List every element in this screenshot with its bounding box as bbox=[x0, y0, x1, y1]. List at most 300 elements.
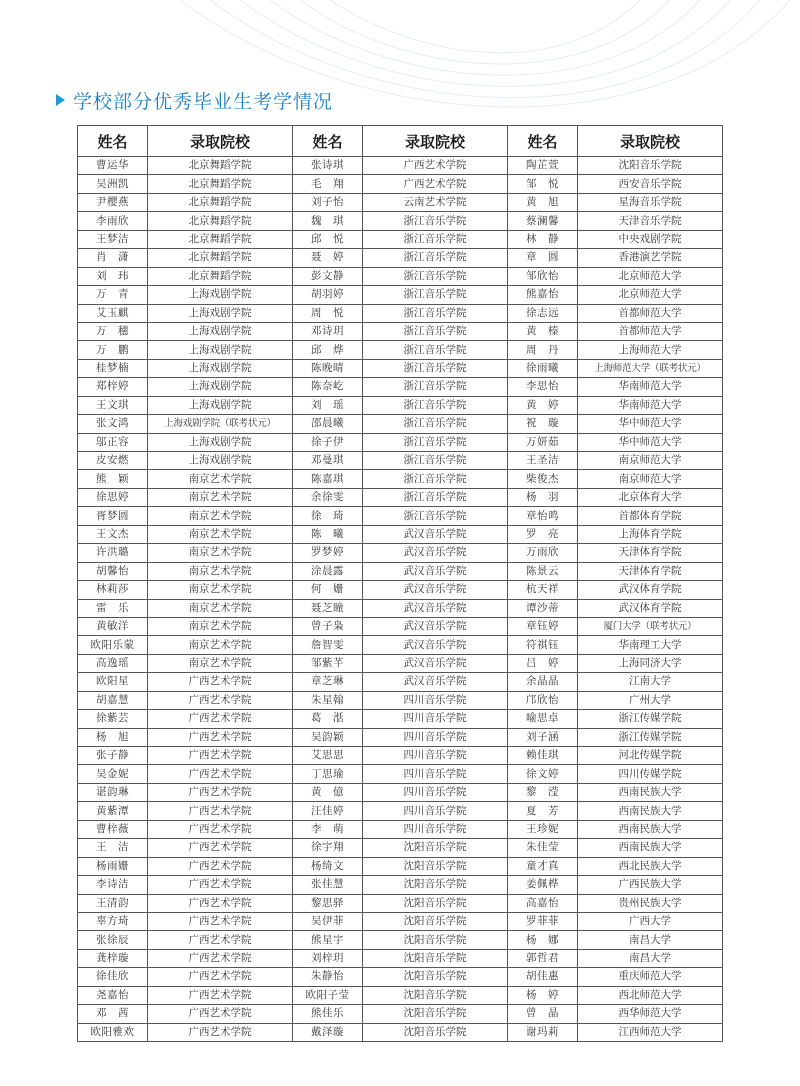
table-row bbox=[78, 304, 723, 322]
student-name-cell: 桂梦楠 bbox=[78, 359, 148, 377]
student-name-cell: 何 姗 bbox=[293, 581, 363, 599]
table-row bbox=[78, 322, 723, 340]
school-cell: 广西艺术学院 bbox=[148, 728, 293, 746]
student-name-cell: 谌韵琳 bbox=[78, 783, 148, 801]
student-name-cell: 郑梓婷 bbox=[78, 378, 148, 396]
table-row bbox=[78, 802, 723, 820]
student-name-cell: 魏 琪 bbox=[293, 212, 363, 230]
school-cell: 武汉音乐学院 bbox=[363, 525, 508, 543]
table-row bbox=[78, 691, 723, 709]
school-cell: 四川音乐学院 bbox=[363, 691, 508, 709]
school-cell: 上海戏剧学院 bbox=[148, 322, 293, 340]
student-name-cell: 王清韵 bbox=[78, 894, 148, 912]
school-cell: 北京舞蹈学院 bbox=[148, 193, 293, 211]
table-row bbox=[78, 673, 723, 691]
table-row bbox=[78, 359, 723, 377]
student-name-cell: 李雨欣 bbox=[78, 212, 148, 230]
school-cell: 西华师范大学 bbox=[578, 1005, 723, 1023]
school-cell: 华南师范大学 bbox=[578, 378, 723, 396]
student-name-cell: 张诗琪 bbox=[293, 157, 363, 175]
school-cell: 广西艺术学院 bbox=[148, 783, 293, 801]
student-name-cell: 黄敏洋 bbox=[78, 617, 148, 635]
table-header-row bbox=[78, 126, 723, 157]
student-name-cell: 彭文静 bbox=[293, 267, 363, 285]
school-cell: 贵州民族大学 bbox=[578, 894, 723, 912]
table-row bbox=[78, 488, 723, 506]
school-cell: 上海戏剧学院（联考状元） bbox=[148, 415, 293, 433]
school-cell: 香港演艺学院 bbox=[578, 249, 723, 267]
section-heading-text: 学校部分优秀毕业生考学情况 bbox=[73, 90, 334, 113]
school-cell: 云南艺术学院 bbox=[363, 193, 508, 211]
student-name-cell: 徐佳欣 bbox=[78, 968, 148, 986]
table-row bbox=[78, 581, 723, 599]
student-name-cell: 万妍茹 bbox=[508, 433, 578, 451]
school-cell: 广州大学 bbox=[578, 691, 723, 709]
school-cell: 武汉音乐学院 bbox=[363, 581, 508, 599]
student-name-cell: 周 丹 bbox=[508, 341, 578, 359]
student-name-cell: 邹欣怡 bbox=[508, 267, 578, 285]
school-cell: 华南理工大学 bbox=[578, 636, 723, 654]
school-cell: 沈阳音乐学院 bbox=[363, 1005, 508, 1023]
student-name-cell: 谢玛莉 bbox=[508, 1023, 578, 1041]
table-row bbox=[78, 286, 723, 304]
student-name-cell: 詹智雯 bbox=[293, 636, 363, 654]
student-name-cell: 万雨欣 bbox=[508, 544, 578, 562]
table-row bbox=[78, 986, 723, 1004]
school-cell: 南京艺术学院 bbox=[148, 544, 293, 562]
school-cell: 南昌大学 bbox=[578, 949, 723, 967]
table-row bbox=[78, 617, 723, 635]
student-name-cell: 曹梓薇 bbox=[78, 820, 148, 838]
table-row bbox=[78, 894, 723, 912]
school-cell: 四川音乐学院 bbox=[363, 747, 508, 765]
student-name-cell: 邱 悦 bbox=[293, 230, 363, 248]
student-name-cell: 夏 芳 bbox=[508, 802, 578, 820]
school-cell: 北京体育大学 bbox=[578, 488, 723, 506]
table-row bbox=[78, 415, 723, 433]
school-cell: 广西艺术学院 bbox=[148, 820, 293, 838]
student-name-cell: 杭天祥 bbox=[508, 581, 578, 599]
school-cell: 浙江音乐学院 bbox=[363, 415, 508, 433]
school-cell: 沈阳音乐学院 bbox=[363, 912, 508, 930]
student-name-cell: 章怡鸣 bbox=[508, 507, 578, 525]
student-name-cell: 邹紫芊 bbox=[293, 654, 363, 672]
school-cell: 沈阳音乐学院 bbox=[363, 857, 508, 875]
school-cell: 西南民族大学 bbox=[578, 820, 723, 838]
header-name: 姓名 bbox=[508, 126, 578, 157]
school-cell: 南京艺术学院 bbox=[148, 581, 293, 599]
student-name-cell: 朱星翰 bbox=[293, 691, 363, 709]
school-cell: 南京艺术学院 bbox=[148, 488, 293, 506]
student-name-cell: 杨雨姗 bbox=[78, 857, 148, 875]
school-cell: 浙江音乐学院 bbox=[363, 322, 508, 340]
header-school: 录取院校 bbox=[148, 126, 293, 157]
student-name-cell: 杨 婷 bbox=[508, 986, 578, 1004]
student-name-cell: 吴金妮 bbox=[78, 765, 148, 783]
student-name-cell: 蔡澜馨 bbox=[508, 212, 578, 230]
school-cell: 广西艺术学院 bbox=[148, 839, 293, 857]
school-cell: 华中师范大学 bbox=[578, 433, 723, 451]
student-name-cell: 罗 亮 bbox=[508, 525, 578, 543]
school-cell: 首都师范大学 bbox=[578, 304, 723, 322]
table-row bbox=[78, 507, 723, 525]
student-name-cell: 徐思婷 bbox=[78, 488, 148, 506]
school-cell: 四川音乐学院 bbox=[363, 710, 508, 728]
school-cell: 沈阳音乐学院 bbox=[363, 986, 508, 1004]
student-name-cell: 黎思驿 bbox=[293, 894, 363, 912]
school-cell: 南昌大学 bbox=[578, 931, 723, 949]
student-name-cell: 汪佳婷 bbox=[293, 802, 363, 820]
school-cell: 浙江音乐学院 bbox=[363, 230, 508, 248]
student-name-cell: 陈嘉琪 bbox=[293, 470, 363, 488]
student-name-cell: 邱 烨 bbox=[293, 341, 363, 359]
school-cell: 浙江音乐学院 bbox=[363, 452, 508, 470]
table-row bbox=[78, 452, 723, 470]
student-name-cell: 李 萌 bbox=[293, 820, 363, 838]
student-name-cell: 李思怡 bbox=[508, 378, 578, 396]
triangle-bullet-icon bbox=[56, 94, 65, 106]
student-name-cell: 刘 玮 bbox=[78, 267, 148, 285]
student-name-cell: 熊嘉怡 bbox=[508, 286, 578, 304]
school-cell: 武汉音乐学院 bbox=[363, 562, 508, 580]
school-cell: 上海戏剧学院 bbox=[148, 452, 293, 470]
school-cell: 南京师范大学 bbox=[578, 470, 723, 488]
student-name-cell: 邓曼琪 bbox=[293, 452, 363, 470]
school-cell: 广西艺术学院 bbox=[148, 876, 293, 894]
school-cell: 天津体育学院 bbox=[578, 544, 723, 562]
student-name-cell: 吴洲凯 bbox=[78, 175, 148, 193]
table-row bbox=[78, 396, 723, 414]
school-cell: 上海同济大学 bbox=[578, 654, 723, 672]
school-cell: 广西艺术学院 bbox=[148, 986, 293, 1004]
student-name-cell: 聂芝瞳 bbox=[293, 599, 363, 617]
student-name-cell: 林莉莎 bbox=[78, 581, 148, 599]
school-cell: 广西艺术学院 bbox=[363, 157, 508, 175]
school-cell: 沈阳音乐学院 bbox=[363, 1023, 508, 1041]
table-row bbox=[78, 912, 723, 930]
school-cell: 武汉音乐学院 bbox=[363, 673, 508, 691]
student-name-cell: 陈奈屹 bbox=[293, 378, 363, 396]
student-name-cell: 章 圆 bbox=[508, 249, 578, 267]
school-cell: 西安音乐学院 bbox=[578, 175, 723, 193]
school-cell: 南京艺术学院 bbox=[148, 617, 293, 635]
school-cell: 广西艺术学院 bbox=[148, 691, 293, 709]
student-name-cell: 邓 茜 bbox=[78, 1005, 148, 1023]
student-name-cell: 陈晚晴 bbox=[293, 359, 363, 377]
school-cell: 浙江音乐学院 bbox=[363, 396, 508, 414]
student-name-cell: 欧阳雅欢 bbox=[78, 1023, 148, 1041]
school-cell: 上海戏剧学院 bbox=[148, 304, 293, 322]
table-row bbox=[78, 949, 723, 967]
school-cell: 广西艺术学院 bbox=[148, 765, 293, 783]
school-cell: 华南师范大学 bbox=[578, 396, 723, 414]
student-name-cell: 柴俊杰 bbox=[508, 470, 578, 488]
table-row bbox=[78, 175, 723, 193]
table-row bbox=[78, 341, 723, 359]
decorative-arcs bbox=[0, 0, 800, 140]
school-cell: 西南民族大学 bbox=[578, 839, 723, 857]
student-name-cell: 熊佳乐 bbox=[293, 1005, 363, 1023]
student-name-cell: 邬正容 bbox=[78, 433, 148, 451]
school-cell: 浙江传媒学院 bbox=[578, 710, 723, 728]
table-row bbox=[78, 433, 723, 451]
school-cell: 南京师范大学 bbox=[578, 452, 723, 470]
student-name-cell: 喻思卓 bbox=[508, 710, 578, 728]
school-cell: 浙江传媒学院 bbox=[578, 728, 723, 746]
school-cell: 南京艺术学院 bbox=[148, 636, 293, 654]
school-cell: 北京舞蹈学院 bbox=[148, 230, 293, 248]
table-row bbox=[78, 820, 723, 838]
school-cell: 北京舞蹈学院 bbox=[148, 249, 293, 267]
student-name-cell: 余徐雯 bbox=[293, 488, 363, 506]
school-cell: 武汉体育学院 bbox=[578, 599, 723, 617]
school-cell: 四川音乐学院 bbox=[363, 783, 508, 801]
school-cell: 广西民族大学 bbox=[578, 876, 723, 894]
school-cell: 北京舞蹈学院 bbox=[148, 267, 293, 285]
school-cell: 沈阳音乐学院 bbox=[363, 894, 508, 912]
school-cell: 上海戏剧学院 bbox=[148, 341, 293, 359]
student-name-cell: 尧嘉怡 bbox=[78, 986, 148, 1004]
student-name-cell: 徐宇翔 bbox=[293, 839, 363, 857]
table-row bbox=[78, 562, 723, 580]
header-school: 录取院校 bbox=[363, 126, 508, 157]
student-name-cell: 万 鹏 bbox=[78, 341, 148, 359]
student-name-cell: 黄 旭 bbox=[508, 193, 578, 211]
student-name-cell: 谭沙蒂 bbox=[508, 599, 578, 617]
student-name-cell: 葛 湉 bbox=[293, 710, 363, 728]
student-name-cell: 高逸瑶 bbox=[78, 654, 148, 672]
table-row bbox=[78, 157, 723, 175]
school-cell: 广西艺术学院 bbox=[363, 175, 508, 193]
student-name-cell: 欧阳乐蒙 bbox=[78, 636, 148, 654]
school-cell: 北京舞蹈学院 bbox=[148, 175, 293, 193]
table-row bbox=[78, 470, 723, 488]
student-name-cell: 黎 滢 bbox=[508, 783, 578, 801]
school-cell: 广西艺术学院 bbox=[148, 912, 293, 930]
student-name-cell: 罗菲菲 bbox=[508, 912, 578, 930]
student-name-cell: 童才真 bbox=[508, 857, 578, 875]
school-cell: 南京艺术学院 bbox=[148, 470, 293, 488]
school-cell: 沈阳音乐学院 bbox=[578, 157, 723, 175]
student-name-cell: 杨 羽 bbox=[508, 488, 578, 506]
student-name-cell: 周 悦 bbox=[293, 304, 363, 322]
school-cell: 浙江音乐学院 bbox=[363, 267, 508, 285]
school-cell: 广西艺术学院 bbox=[148, 1023, 293, 1041]
student-name-cell: 余晶晶 bbox=[508, 673, 578, 691]
school-cell: 北京舞蹈学院 bbox=[148, 212, 293, 230]
student-name-cell: 徐雨曦 bbox=[508, 359, 578, 377]
school-cell: 北京舞蹈学院 bbox=[148, 157, 293, 175]
student-name-cell: 林 静 bbox=[508, 230, 578, 248]
school-cell: 江南大学 bbox=[578, 673, 723, 691]
student-name-cell: 章钰婷 bbox=[508, 617, 578, 635]
table-row bbox=[78, 1023, 723, 1041]
admissions-table bbox=[77, 125, 723, 1042]
student-name-cell: 邝欣怡 bbox=[508, 691, 578, 709]
student-name-cell: 王 洁 bbox=[78, 839, 148, 857]
school-cell: 浙江音乐学院 bbox=[363, 488, 508, 506]
student-name-cell: 王珍妮 bbox=[508, 820, 578, 838]
student-name-cell: 姜佩桦 bbox=[508, 876, 578, 894]
table-row bbox=[78, 747, 723, 765]
school-cell: 四川音乐学院 bbox=[363, 728, 508, 746]
school-cell: 武汉音乐学院 bbox=[363, 599, 508, 617]
student-name-cell: 祝 璇 bbox=[508, 415, 578, 433]
student-name-cell: 熊 颖 bbox=[78, 470, 148, 488]
school-cell: 沈阳音乐学院 bbox=[363, 876, 508, 894]
student-name-cell: 万 青 bbox=[78, 286, 148, 304]
school-cell: 浙江音乐学院 bbox=[363, 378, 508, 396]
school-cell: 上海师范大学（联考状元） bbox=[578, 359, 723, 377]
school-cell: 南京艺术学院 bbox=[148, 562, 293, 580]
school-cell: 北京师范大学 bbox=[578, 267, 723, 285]
student-name-cell: 聂 婷 bbox=[293, 249, 363, 267]
school-cell: 上海体育学院 bbox=[578, 525, 723, 543]
student-name-cell: 徐 琦 bbox=[293, 507, 363, 525]
school-cell: 上海戏剧学院 bbox=[148, 396, 293, 414]
student-name-cell: 吴韵颖 bbox=[293, 728, 363, 746]
school-cell: 广西艺术学院 bbox=[148, 802, 293, 820]
student-name-cell: 张子静 bbox=[78, 747, 148, 765]
student-name-cell: 黄 億 bbox=[293, 783, 363, 801]
student-name-cell: 胡馨怡 bbox=[78, 562, 148, 580]
student-name-cell: 刘子涵 bbox=[508, 728, 578, 746]
school-cell: 浙江音乐学院 bbox=[363, 470, 508, 488]
student-name-cell: 张文鸿 bbox=[78, 415, 148, 433]
school-cell: 厦门大学（联考状元） bbox=[578, 617, 723, 635]
table-row bbox=[78, 968, 723, 986]
school-cell: 浙江音乐学院 bbox=[363, 249, 508, 267]
school-cell: 武汉音乐学院 bbox=[363, 544, 508, 562]
school-cell: 上海戏剧学院 bbox=[148, 378, 293, 396]
school-cell: 天津音乐学院 bbox=[578, 212, 723, 230]
header-name: 姓名 bbox=[78, 126, 148, 157]
school-cell: 浙江音乐学院 bbox=[363, 304, 508, 322]
table-row bbox=[78, 193, 723, 211]
student-name-cell: 陈 曦 bbox=[293, 525, 363, 543]
table-row bbox=[78, 230, 723, 248]
student-name-cell: 戴泽璇 bbox=[293, 1023, 363, 1041]
student-name-cell: 徐紫芸 bbox=[78, 710, 148, 728]
school-cell: 西北师范大学 bbox=[578, 986, 723, 1004]
school-cell: 西南民族大学 bbox=[578, 802, 723, 820]
school-cell: 首都体育学院 bbox=[578, 507, 723, 525]
school-cell: 沈阳音乐学院 bbox=[363, 931, 508, 949]
table-row bbox=[78, 212, 723, 230]
student-name-cell: 王文杰 bbox=[78, 525, 148, 543]
student-name-cell: 赖佳琪 bbox=[508, 747, 578, 765]
student-name-cell: 辜方琦 bbox=[78, 912, 148, 930]
school-cell: 广西艺术学院 bbox=[148, 968, 293, 986]
school-cell: 沈阳音乐学院 bbox=[363, 949, 508, 967]
school-cell: 南京艺术学院 bbox=[148, 525, 293, 543]
student-name-cell: 胡嘉慧 bbox=[78, 691, 148, 709]
school-cell: 广西艺术学院 bbox=[148, 673, 293, 691]
header-name: 姓名 bbox=[293, 126, 363, 157]
table-row bbox=[78, 857, 723, 875]
student-name-cell: 刘子怡 bbox=[293, 193, 363, 211]
student-name-cell: 杨 娜 bbox=[508, 931, 578, 949]
school-cell: 中央戏剧学院 bbox=[578, 230, 723, 248]
school-cell: 广西艺术学院 bbox=[148, 710, 293, 728]
student-name-cell: 张徐辰 bbox=[78, 931, 148, 949]
school-cell: 广西艺术学院 bbox=[148, 931, 293, 949]
student-name-cell: 熊星宇 bbox=[293, 931, 363, 949]
student-name-cell: 尹樱燕 bbox=[78, 193, 148, 211]
table-row bbox=[78, 654, 723, 672]
school-cell: 四川音乐学院 bbox=[363, 802, 508, 820]
student-name-cell: 黄紫潭 bbox=[78, 802, 148, 820]
table-row bbox=[78, 525, 723, 543]
school-cell: 广西大学 bbox=[578, 912, 723, 930]
school-cell: 上海戏剧学院 bbox=[148, 359, 293, 377]
student-name-cell: 邹 悦 bbox=[508, 175, 578, 193]
student-name-cell: 胡羽婷 bbox=[293, 286, 363, 304]
school-cell: 南京艺术学院 bbox=[148, 599, 293, 617]
school-cell: 浙江音乐学院 bbox=[363, 212, 508, 230]
student-name-cell: 曾子枭 bbox=[293, 617, 363, 635]
school-cell: 西北民族大学 bbox=[578, 857, 723, 875]
school-cell: 武汉音乐学院 bbox=[363, 617, 508, 635]
student-name-cell: 黄 榛 bbox=[508, 322, 578, 340]
student-name-cell: 李诗洁 bbox=[78, 876, 148, 894]
table-row bbox=[78, 710, 723, 728]
student-name-cell: 毛 翔 bbox=[293, 175, 363, 193]
school-cell: 浙江音乐学院 bbox=[363, 286, 508, 304]
student-name-cell: 王圣洁 bbox=[508, 452, 578, 470]
student-name-cell: 刘梓玥 bbox=[293, 949, 363, 967]
table-row bbox=[78, 378, 723, 396]
student-name-cell: 曹运华 bbox=[78, 157, 148, 175]
school-cell: 西南民族大学 bbox=[578, 783, 723, 801]
student-name-cell: 杨绮文 bbox=[293, 857, 363, 875]
header-school: 录取院校 bbox=[578, 126, 723, 157]
student-name-cell: 丁思瑜 bbox=[293, 765, 363, 783]
school-cell: 广西艺术学院 bbox=[148, 857, 293, 875]
student-name-cell: 雷 乐 bbox=[78, 599, 148, 617]
school-cell: 浙江音乐学院 bbox=[363, 359, 508, 377]
school-cell: 广西艺术学院 bbox=[148, 1005, 293, 1023]
table-row bbox=[78, 249, 723, 267]
table-row bbox=[78, 267, 723, 285]
table-row bbox=[78, 931, 723, 949]
student-name-cell: 皮安燃 bbox=[78, 452, 148, 470]
school-cell: 上海师范大学 bbox=[578, 341, 723, 359]
school-cell: 四川传媒学院 bbox=[578, 765, 723, 783]
student-name-cell: 黄 婷 bbox=[508, 396, 578, 414]
student-name-cell: 胡佳惠 bbox=[508, 968, 578, 986]
student-name-cell: 徐文婷 bbox=[508, 765, 578, 783]
school-cell: 河北传媒学院 bbox=[578, 747, 723, 765]
student-name-cell: 欧阳星 bbox=[78, 673, 148, 691]
school-cell: 广西艺术学院 bbox=[148, 747, 293, 765]
school-cell: 上海戏剧学院 bbox=[148, 286, 293, 304]
student-name-cell: 章芝琳 bbox=[293, 673, 363, 691]
school-cell: 浙江音乐学院 bbox=[363, 433, 508, 451]
table-row bbox=[78, 839, 723, 857]
table-row bbox=[78, 783, 723, 801]
student-name-cell: 王文琪 bbox=[78, 396, 148, 414]
student-name-cell: 刘 瑶 bbox=[293, 396, 363, 414]
school-cell: 上海戏剧学院 bbox=[148, 433, 293, 451]
student-name-cell: 朱佳莹 bbox=[508, 839, 578, 857]
student-name-cell: 郭哲君 bbox=[508, 949, 578, 967]
student-name-cell: 罗梦婷 bbox=[293, 544, 363, 562]
school-cell: 南京艺术学院 bbox=[148, 507, 293, 525]
student-name-cell: 涂晨露 bbox=[293, 562, 363, 580]
school-cell: 天津体育学院 bbox=[578, 562, 723, 580]
student-name-cell: 徐子伊 bbox=[293, 433, 363, 451]
